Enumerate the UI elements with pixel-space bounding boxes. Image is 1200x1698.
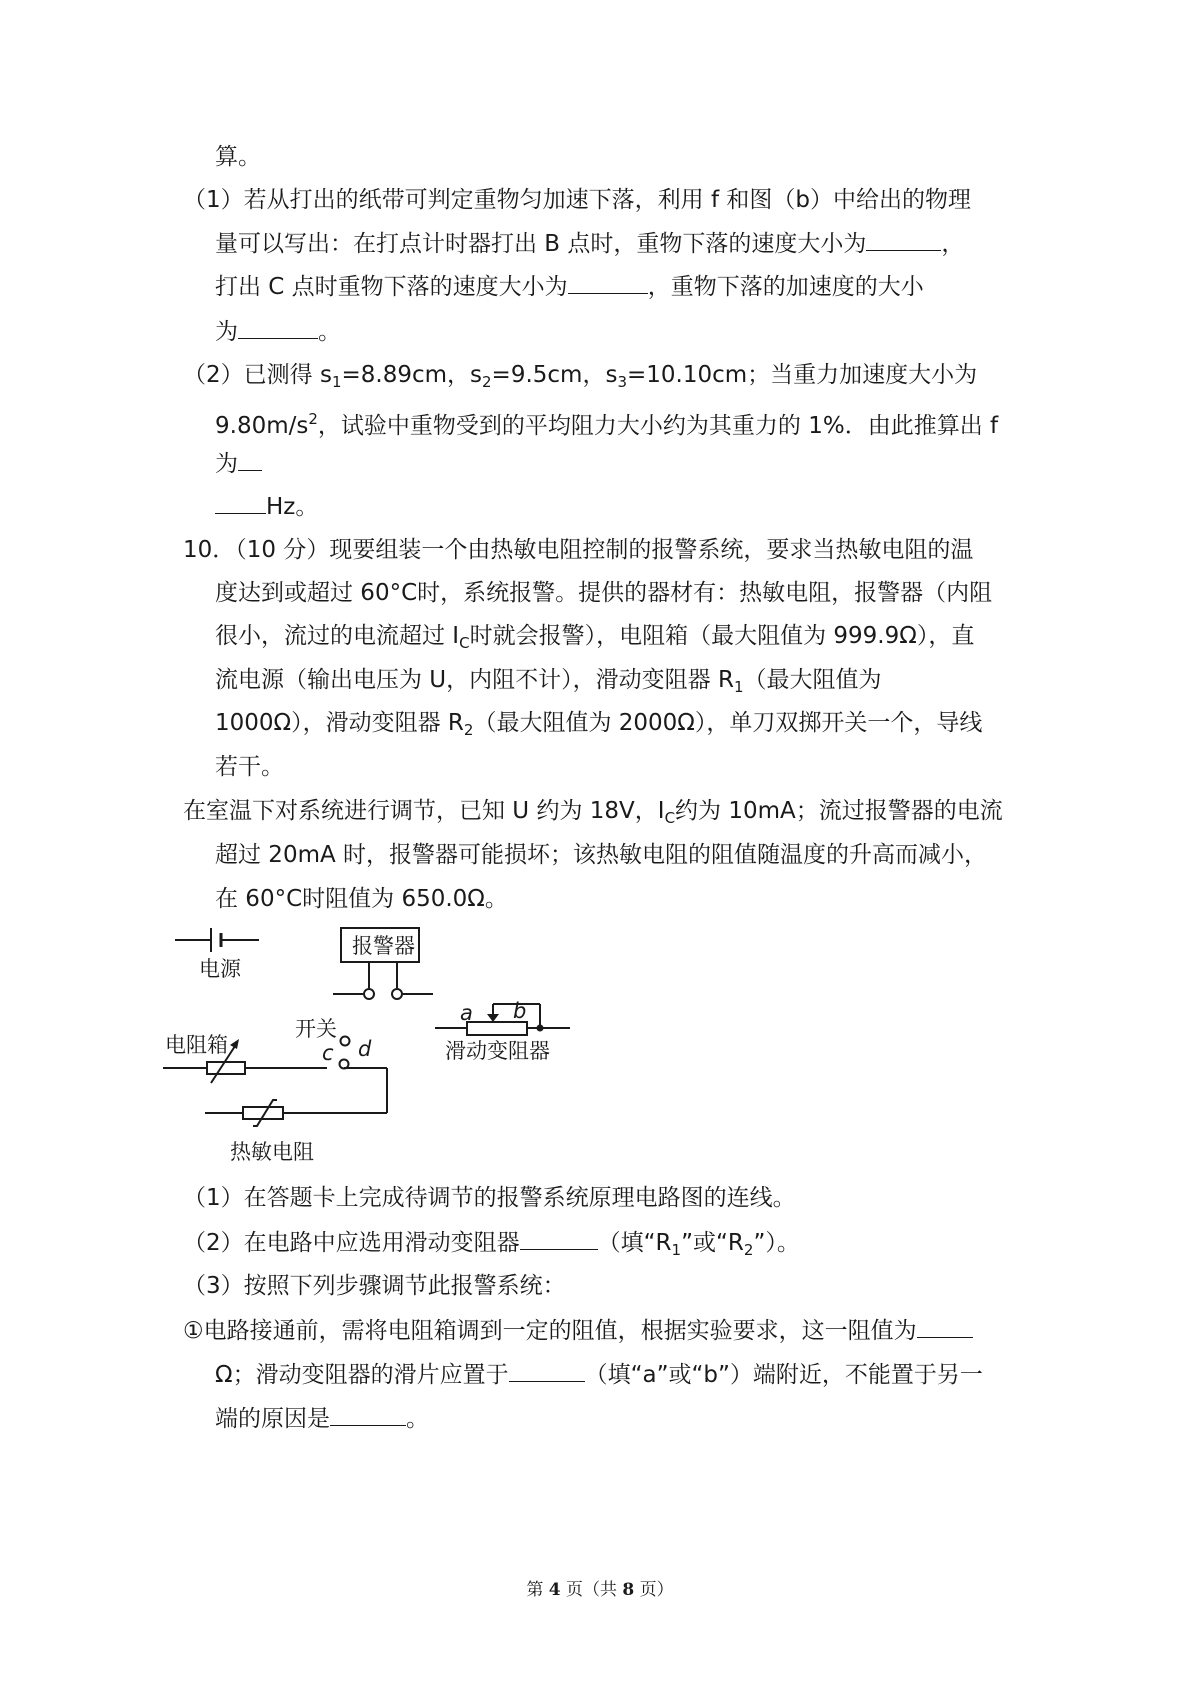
terminal-d-label: d [358, 1037, 372, 1061]
question-10: 10．（10 分）现要组装一个由热敏电阻控制的报警系统，要求当热敏电阻的温 [183, 537, 974, 563]
terminal-a-label: a [460, 1001, 473, 1025]
question-9-part-2: （2）已测得 $s_1=8.89cm$，$s_2=9.5cm$，$s_3=10.10cm$；当重力加速度大小为 [183, 362, 978, 391]
text-line: 超过 20mA 时，报警器可能损坏；该热敏电阻的阻值随温度的升高而减小， [215, 842, 988, 868]
answer-blank [330, 1403, 406, 1426]
question-9-part-1: （1）若从打出的纸带可判定重物匀加速下落，利用 f 和图（b）中给出的物理 [183, 187, 971, 213]
answer-blank [238, 316, 318, 339]
text-line: 流电源（输出电压为 U，内阻不计），滑动变阻器 $R_1$（最大阻值为 [215, 667, 882, 696]
answer-blank [509, 1359, 585, 1382]
text-line: 若干。 [215, 754, 284, 780]
text-line: 为 。 [215, 316, 341, 347]
text-line: 端的原因是 。 [215, 1403, 429, 1434]
answer-blank [568, 271, 648, 294]
alarm-label: 报警器 [352, 934, 415, 958]
text-line: 度达到或超过 60°C时，系统报警。提供的器材有：热敏电阻，报警器（内阻 [215, 580, 993, 606]
text-line: 量可以写出：在打点计时器打出 B 点时，重物下落的速度大小为 ， [215, 228, 964, 259]
text-line: Ω；滑动变阻器的滑片应置于 （填“a”或“b”）端附近，不能置于另一 [215, 1359, 983, 1390]
resistance-box-label: 电阻箱 [165, 1033, 228, 1057]
text-line: Hz。 [215, 491, 318, 522]
terminal-c-label: c [322, 1041, 334, 1065]
terminal-b-label: b [513, 999, 527, 1023]
rheostat-label: 滑动变阻器 [445, 1039, 550, 1063]
answer-blank [238, 448, 262, 471]
text-line: 打出 C 点时重物下落的速度大小为 ，重物下落的加速度的大小 [215, 271, 924, 302]
answer-blank [866, 228, 941, 251]
thermistor-label: 热敏电阻 [230, 1140, 314, 1164]
switch-label: 开关 [295, 1017, 337, 1041]
subquestion-2: （2）在电路中应选用滑动变阻器 （填“$R_1$”或“$R_2$”）。 [183, 1227, 800, 1265]
circuit-diagram [165, 928, 615, 1168]
power-label: 电源 [199, 957, 241, 981]
text-line: 算。 [215, 144, 261, 170]
answer-blank [520, 1227, 598, 1250]
text-line: 为 [215, 448, 262, 479]
step-1: ①电路接通前，需将电阻箱调到一定的阻值，根据实验要求，这一阻值为 [183, 1315, 973, 1346]
answer-blank [215, 491, 266, 514]
text-line: $9.80m/s^2$，试验中重物受到的平均阻力大小约为其重力的 1%．由此推算出 f [215, 410, 999, 439]
answer-blank [917, 1315, 973, 1338]
subquestion-3: （3）按照下列步骤调节此报警系统： [183, 1273, 566, 1299]
page-footer: 第 4 页（共 8 页） [526, 1580, 674, 1600]
subquestion-1: （1）在答题卡上完成待调节的报警系统原理电路图的连线。 [183, 1185, 796, 1211]
text-line: 在 60°C时阻值为 650.0Ω。 [215, 886, 508, 912]
text-line: 1000Ω），滑动变阻器 $R_2$（最大阻值为 2000Ω），单刀双掷开关一个，导线 [215, 710, 983, 739]
text-line: 很小，流过的电流超过 $I_C$时就会报警），电阻箱（最大阻值为 999.9Ω），直 [215, 623, 975, 652]
text-line: 在室温下对系统进行调节，已知 U 约为 18V，$I_C$约为 10mA；流过报警器的电流 [183, 798, 1003, 827]
